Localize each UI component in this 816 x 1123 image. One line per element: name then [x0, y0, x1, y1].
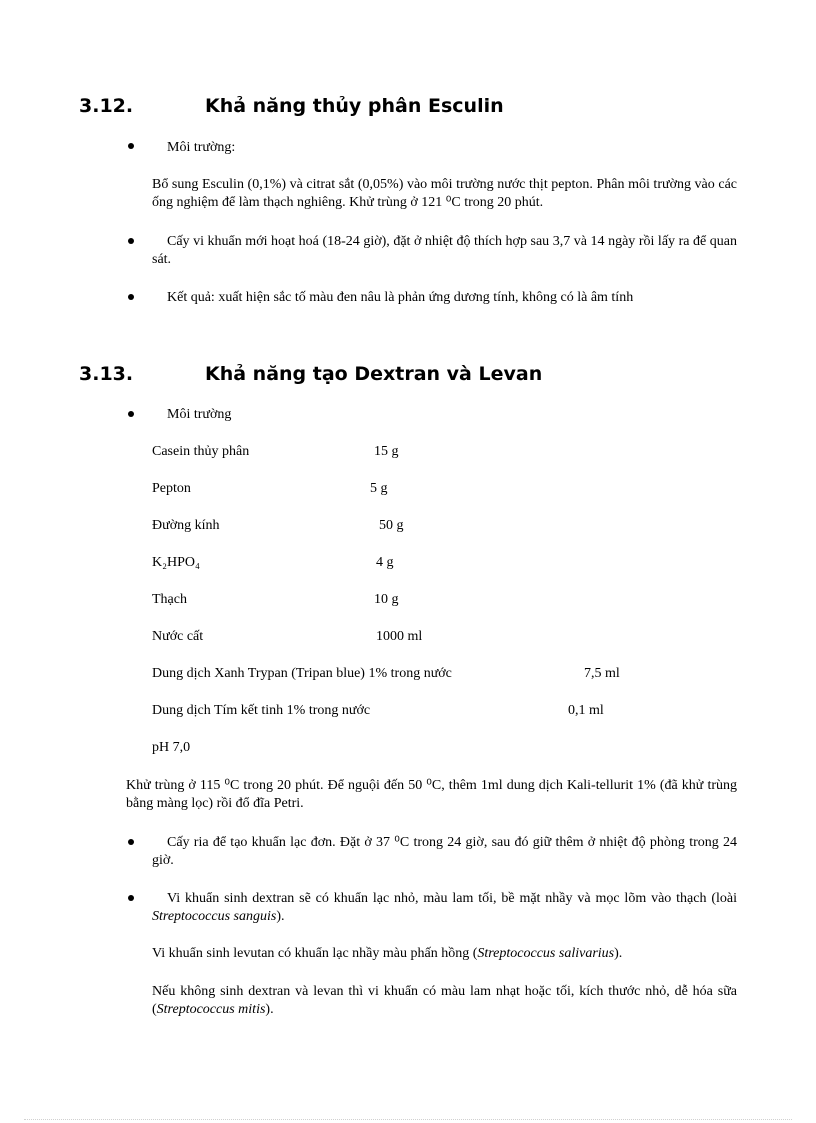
section-number: 3.12. — [79, 95, 134, 117]
bullet-icon — [126, 837, 136, 847]
ingredient-amount: 5 g — [370, 481, 388, 496]
section-title: Khả năng thủy phân Esculin — [205, 95, 504, 117]
no-dextran-end: ). — [265, 1002, 274, 1017]
dextran-text: Vi khuẩn sinh dextran sẽ có khuẩn lạc nhỏ, màu lam tối, bề mặt nhầy và mọc lõm vào thạch (loài — [167, 891, 737, 906]
ingredient-row — [152, 665, 620, 683]
dextran-end: ). — [276, 909, 285, 924]
species-name: Streptococcus salivarius — [477, 946, 615, 961]
ingredient-row — [152, 480, 388, 498]
bullet-icon — [126, 141, 136, 151]
paragraph-levutan — [152, 945, 622, 963]
ingredient-name: Đường kính — [152, 518, 220, 533]
section-number: 3.13. — [79, 363, 134, 385]
section-heading-3-12 — [79, 95, 504, 117]
ingredient-amount: 10 g — [374, 592, 399, 607]
bullet-icon — [126, 292, 136, 302]
bullet-icon — [126, 893, 136, 903]
species-name: Streptococcus mitis — [156, 1002, 266, 1017]
ingredient-name: Dung dịch Xanh Trypan (Tripan blue) 1% trong nước — [152, 666, 452, 681]
ingredient-row — [152, 443, 399, 461]
page-bottom-divider — [24, 1119, 792, 1120]
ingredient-row — [152, 628, 423, 646]
ingredient-amount: 4 g — [376, 555, 394, 570]
bullet-medium-label: Môi trường — [167, 407, 232, 422]
section-title: Khả năng tạo Dextran và Levan — [205, 363, 543, 385]
paragraph-no-dextran — [152, 983, 737, 1019]
levutan-text: Vi khuẩn sinh levutan có khuẩn lạc nhầy màu phấn hồng ( — [152, 946, 478, 961]
ingredient-row — [152, 702, 604, 720]
ingredient-name: Pepton — [152, 481, 191, 496]
section-heading-3-13 — [79, 363, 542, 385]
ingredient-amount: 7,5 ml — [584, 666, 620, 681]
ingredient-row — [152, 517, 404, 535]
bullet-icon — [126, 409, 136, 419]
paragraph-sterilize: Khử trùng ở 115 ⁰C trong 20 phút. Để nguội đến 50 ⁰C, thêm 1ml dung dịch Kali-tellurit 1% (đã khử trùng bằng màng lọc) rồi đổ đĩa Petri. — [126, 778, 737, 811]
ingredient-amount: 50 g — [379, 518, 404, 533]
no-dextran-text: Nếu không sinh dextran và levan thì vi khuẩn có màu lam nhạt hoặc tối, kích thước nhỏ, dễ hóa sữa ( — [152, 984, 737, 1017]
paragraph-medium-prep: Bổ sung Esculin (0,1%) và citrat sắt (0,05%) vào môi trường nước thịt pepton. Phân môi trường vào các ống nghiệm để làm thạch nghiêng. Khử trùng ở 121 ⁰C trong 20 phút. — [152, 177, 737, 210]
bullet-medium-label: Môi trường: — [167, 140, 236, 155]
ingredient-name: Casein thủy phân — [152, 444, 250, 459]
ingredient-amount: 0,1 ml — [568, 703, 604, 718]
ph-value: pH 7,0 — [152, 740, 191, 755]
bullet-icon — [126, 236, 136, 246]
bullet-inoculate: Cấy vi khuẩn mới hoạt hoá (18-24 giờ), đặt ở nhiệt độ thích hợp sau 3,7 và 14 ngày rồi lấy ra để quan sát. — [152, 234, 737, 267]
ingredient-name: Thạch — [152, 592, 187, 607]
species-name: Streptococcus sanguis — [152, 909, 277, 924]
ingredient-row — [152, 591, 399, 609]
levutan-end: ). — [614, 946, 623, 961]
bullet-dextran — [152, 890, 737, 926]
bullet-streak: Cấy ria để tạo khuẩn lạc đơn. Đặt ở 37 ⁰C trong 24 giờ, sau đó giữ thêm ở nhiệt độ phòng trong 24 giờ. — [152, 835, 737, 868]
ingredient-name: Dung dịch Tím kết tinh 1% trong nước — [152, 703, 371, 718]
ingredient-amount: 15 g — [374, 444, 399, 459]
ingredient-amount: 1000 ml — [376, 629, 423, 644]
ingredient-row — [152, 554, 394, 572]
ingredient-name: Nước cất — [152, 629, 204, 644]
bullet-result: Kết quả: xuất hiện sắc tố màu đen nâu là phản ứng dương tính, không có là âm tính — [167, 290, 634, 305]
ingredient-name: K₂HPO₄ — [152, 555, 200, 570]
